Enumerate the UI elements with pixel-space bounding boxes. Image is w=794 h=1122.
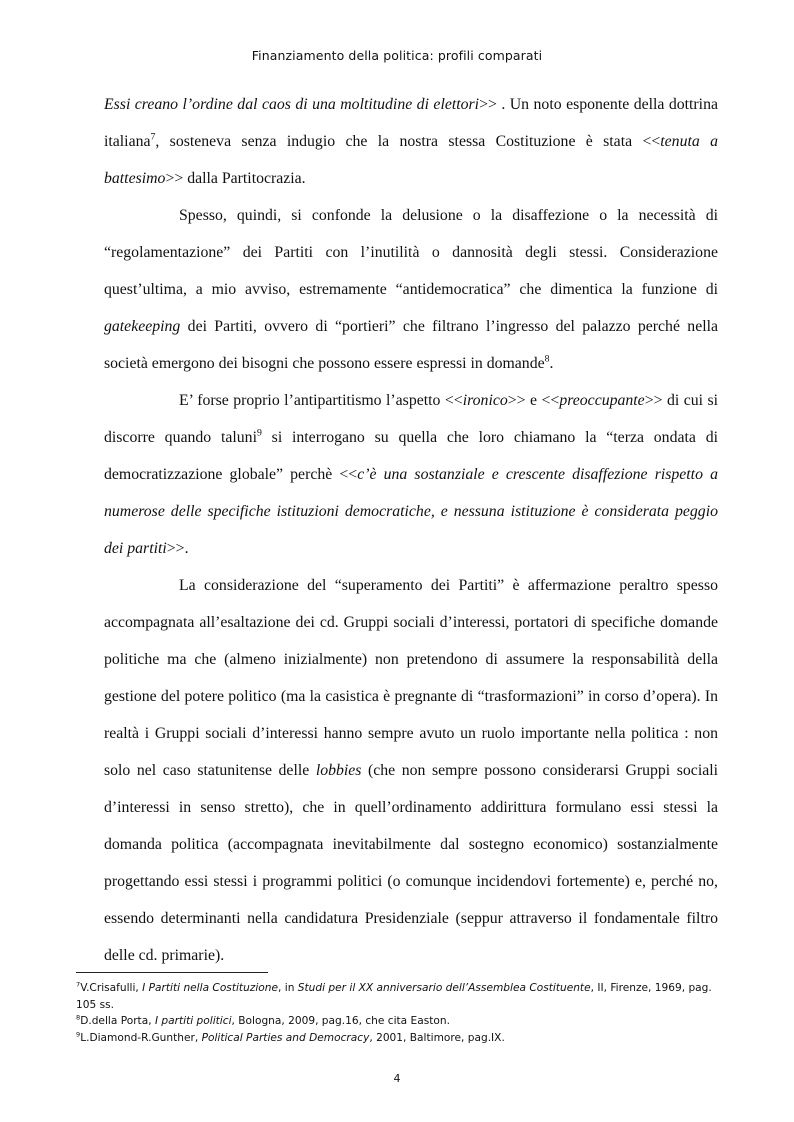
paragraph-4 bbox=[104, 567, 718, 974]
text-run: >> e << bbox=[507, 392, 560, 409]
footnote-ref: 7 bbox=[150, 131, 156, 143]
paragraph-1 bbox=[104, 86, 718, 197]
italic-text: Studi per il XX anniversario dell’Assemblea Costituente bbox=[297, 982, 591, 994]
italic-text: gatekeeping bbox=[104, 318, 181, 335]
text-run: , 2001, Baltimore, pag.IX. bbox=[369, 1031, 505, 1044]
italic-text: tenuta a battesimo bbox=[104, 133, 718, 187]
footnotes bbox=[76, 980, 718, 1046]
text-run: >>. bbox=[166, 540, 189, 557]
footnote-9 bbox=[76, 1030, 718, 1047]
paragraph-2 bbox=[104, 197, 718, 382]
italic-text: ironico bbox=[462, 392, 508, 409]
text-run: (che non sempre possono considerarsi Gruppi sociali d’interessi in senso stretto), che in quell’ordinamento addirittura formulano essi stessi la domanda politica (accompagnata inevitabilmente dal sostegno economico) sostanzialmente progettando essi stessi i programmi politici (o comunque incidendovi fortemente) e, perché no, essendo determinanti nella candidatura Presidenziale (seppur attraverso il fondamentale filtro delle cd. primarie). bbox=[104, 762, 718, 964]
text-run: >> dalla Partitocrazia. bbox=[165, 170, 306, 187]
text-run: . bbox=[549, 355, 554, 372]
italic-text: preoccupante bbox=[559, 392, 645, 409]
footnote-ref: 9 bbox=[76, 1029, 81, 1038]
footnote-8 bbox=[76, 1013, 718, 1030]
footnote-ref: 8 bbox=[544, 353, 550, 365]
italic-text: I Partiti nella Costituzione bbox=[142, 982, 279, 994]
paragraph-3 bbox=[104, 382, 718, 567]
text-run: , Bologna, 2009, pag.16, che cita Easton. bbox=[231, 1015, 450, 1027]
text-run: si interrogano su quella che loro chiamano la “terza ondata di democratizzazione globale” perchè << bbox=[104, 429, 718, 483]
text-run: D.della Porta, bbox=[80, 1015, 155, 1027]
text-run: L.Diamond-R.Gunther, bbox=[80, 1031, 202, 1044]
italic-text: Political Parties and Democracy bbox=[201, 1031, 370, 1044]
text-run: V.Crisafulli, bbox=[80, 982, 143, 994]
footnote-7 bbox=[76, 980, 718, 1013]
body-text bbox=[104, 86, 718, 974]
text-run: >> . Un noto esponente della dottrina italiana bbox=[104, 96, 718, 150]
running-header: Finanziamento della politica: profili comparati bbox=[251, 48, 543, 63]
italic-text: lobbies bbox=[315, 762, 362, 779]
italic-text: Essi creano l’ordine dal caos di una moltitudine di elettori bbox=[104, 96, 480, 113]
footnote-ref: 8 bbox=[76, 1013, 81, 1022]
footnote-ref: 7 bbox=[76, 980, 81, 989]
page-number: 4 bbox=[393, 1072, 401, 1085]
italic-text: I partiti politici bbox=[154, 1015, 232, 1027]
footnote-ref: 9 bbox=[256, 427, 262, 439]
text-run: dei Partiti, ovvero di “portieri” che filtrano l’ingresso del palazzo perché nella società emergono dei bisogni che possono essere espressi in domande bbox=[104, 318, 718, 372]
text-run: E’ forse proprio l’antipartitismo l’aspetto << bbox=[179, 392, 463, 409]
text-run: , sosteneva senza indugio che la nostra stessa Costituzione è stata << bbox=[155, 133, 661, 150]
text-run: , in bbox=[278, 982, 298, 994]
text-run: >> di cui si discorre quando taluni bbox=[104, 392, 719, 446]
footnote-separator bbox=[76, 972, 268, 973]
italic-text: c’è una sostanziale e crescente disaffezione rispetto a numerose delle specifiche istituzioni democratiche, e nessuna istituzione è considerata peggio dei partiti bbox=[104, 466, 718, 557]
text-run: Spesso, quindi, si confonde la delusione o la disaffezione o la necessità di “regolamentazione” dei Partiti con l’inutilità o dannosità degli stessi. Considerazione quest’ultima, a mio avviso, estremamente “antidemocratica” che dimentica la funzione di bbox=[104, 207, 718, 298]
text-run: La considerazione del “superamento dei Partiti” è affermazione peraltro spesso accompagnata all’esaltazione dei cd. Gruppi sociali d’interessi, portatori di specifiche domande politiche ma che (almeno inizialmente) non pretendono di assumere la responsabilità della gestione del potere politico (ma la casistica è pregnante di “trasformazioni” in corso d’opera). In realtà i Gruppi sociali d’interessi hanno sempre avuto un ruolo importante nella politica : non solo nel caso statunitense delle bbox=[104, 577, 718, 779]
text-run: , II, Firenze, 1969, pag. 105 ss. bbox=[76, 982, 712, 1011]
